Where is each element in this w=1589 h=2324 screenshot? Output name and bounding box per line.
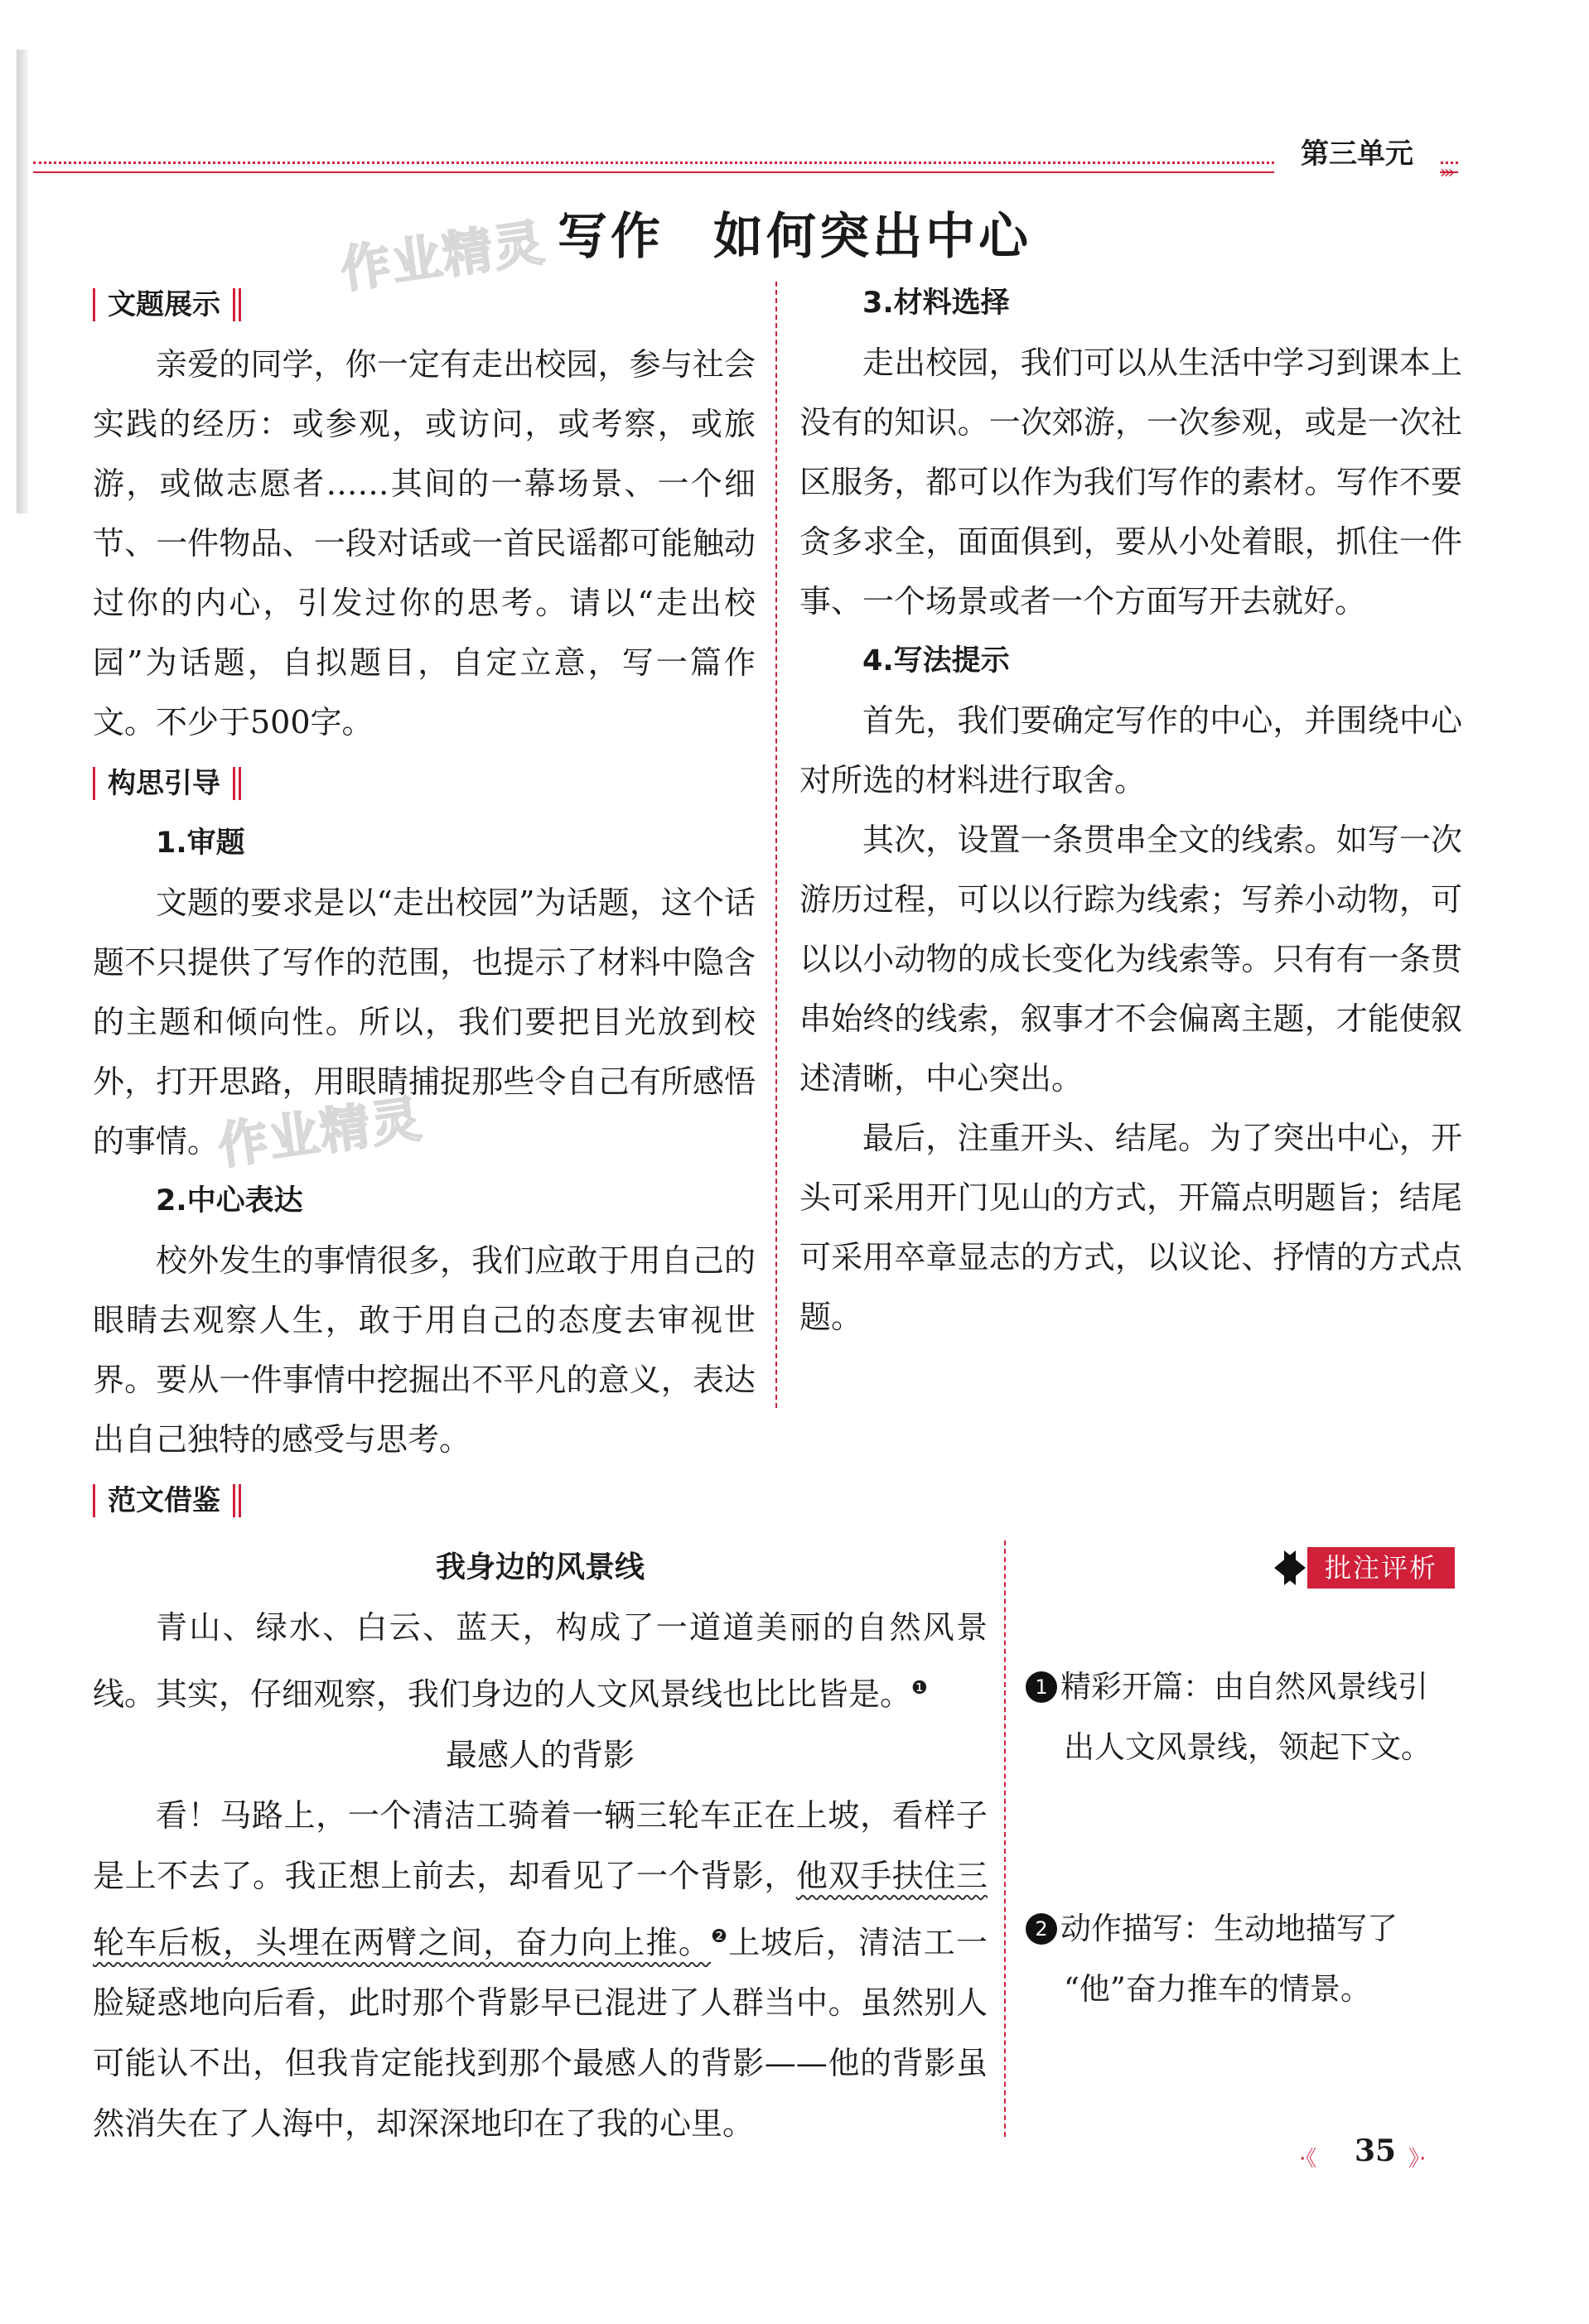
annotation-cont: 出人文风景线，领起下文。	[1064, 1729, 1432, 1765]
topic-text: 亲爱的同学，你一定有走出校园，参与社会实践的经历：或参观，或访问，或考察，或旅游，或做志愿者……其间的一幕场景、一个细节、一件物品、一段对话或一首民谣都可能触动过你的内心，引发过你的思考。请以“走出校园”为话题，自拟题目，自定立意，写一篇作文。不少于500字。	[93, 346, 756, 740]
page-number: 35	[1354, 2134, 1397, 2168]
sample-essay	[93, 1537, 988, 2154]
section-label-topic: 文题展示	[93, 282, 235, 328]
subsection-text: 首先，我们要确定写作的中心，并围绕中心对所选的材料进行取舍。	[799, 702, 1462, 798]
page-title	[0, 197, 1589, 268]
subsection-heading: 2.中心表达	[156, 1184, 303, 1217]
subsection-text: 校外发生的事情很多，我们应敢于用自己的眼睛去观察人生，敢于用自己的态度去审视世界。要从一件事情中挖掘出不平凡的意义，表达出自己独特的感受与思考。	[93, 1242, 756, 1458]
annotation-number: 2	[1026, 1913, 1057, 1945]
annotation-head: 动作描写：生动地描写了	[1060, 1911, 1398, 1946]
essay-subtitle: 最感人的背影	[445, 1736, 635, 1773]
section-label-guide: 构思引导	[93, 760, 235, 807]
book-spine-shadow	[17, 50, 28, 513]
right-column	[799, 273, 1462, 1347]
subsection-text: 最后，注重开头、结尾。为了突出中心，开头可采用开门见山的方式，开篇点明题旨；结尾可采用卒章显志的方式，以议论、抒情的方式点题。	[799, 1120, 1462, 1335]
note-ref-1: ❶	[911, 1678, 928, 1699]
subsection-text: 走出校园，我们可以从生活中学习到课本上没有的知识。一次郊游，一次参观，或是一次社区服务，都可以作为我们写作的素材。写作不要贪多求全，面面俱到，要从小处着眼，抓住一件事、一个场景或者一个方面写开去就好。	[799, 345, 1462, 620]
arrow-right-icon	[1284, 1550, 1306, 1585]
subsection-heading: 1.审题	[156, 827, 245, 860]
essay-paragraph	[93, 1598, 988, 1725]
watermark-text: 作业精灵	[215, 1090, 427, 1176]
subsection-text: 文题的要求是以“走出校园”为话题，这个话题不只提供了写作的范围，也提示了材料中隐含的主题和倾向性。所以，我们要把目光放到校外，打开思路，用眼睛捕捉那些令自己有所感悟的事情。	[93, 885, 756, 1160]
header-rule	[33, 171, 1458, 173]
annotation-head: 精彩开篇：由自然风景线引	[1060, 1669, 1428, 1704]
header-dotted-rule	[33, 162, 1458, 164]
annotation-cont: “他”奋力推车的情景。	[1064, 1971, 1371, 2007]
essay-paragraph	[93, 1786, 988, 2155]
page-number-badge	[1292, 2129, 1458, 2178]
left-column	[93, 273, 756, 1469]
essay-text: 青山、绿水、白云、蓝天，构成了一道道美丽的自然风景线。其实，仔细观察，我们身边的人文风景线也比比皆是。	[93, 1609, 988, 1713]
annotation-tag	[1274, 1547, 1455, 1589]
chevron-right-icon: 》·	[1408, 2147, 1427, 2172]
essay-divider	[1004, 1540, 1006, 2137]
essay-text: 上坡后，清洁工一脸疑惑地向后看，此时那个背影早已混进了人群当中。虽然别人可能认不出，但我肯定能找到那个最感人的背影——他的背影虽然消失在了人海中，却深深地印在了我的心里。	[93, 1924, 988, 2143]
chevron-right-icon: ›››	[1440, 162, 1452, 183]
note-ref-2: ❷	[711, 1926, 729, 1947]
unit-label: 第三单元	[1274, 133, 1440, 176]
annotation-number: 1	[1026, 1671, 1057, 1703]
subsection-text: 其次，设置一条贯串全文的线索。如写一次游历过程，可以以行踪为线索；写养小动物，可以以小动物的成长变化为线索等。只有有一条贯串始终的线索，叙事才不会偏离主题，才能使叙述清晰，中心突出。	[799, 822, 1462, 1097]
annotation-item	[1026, 1898, 1465, 2019]
subsection-heading: 4.写法提示	[862, 644, 1010, 677]
essay-title: 我身边的风景线	[435, 1550, 645, 1584]
page-title-part2: 如何突出中心	[713, 208, 1031, 266]
essay-wavy-underline: 他双手扶住三轮车后板，头埋在两臂之间，奋力向上推。	[93, 1857, 988, 1961]
watermark-text: 作业精灵	[337, 214, 549, 300]
column-divider	[775, 282, 777, 1408]
page-title-part1: 写作	[558, 208, 664, 266]
sample-section	[93, 1478, 235, 1531]
subsection-heading: 3.材料选择	[862, 287, 1010, 320]
section-label-sample: 范文借鉴	[93, 1478, 235, 1524]
annotation-tag-label: 批注评析	[1307, 1547, 1455, 1589]
annotation-item	[1026, 1656, 1465, 1777]
chevron-left-icon: ·《	[1299, 2147, 1317, 2172]
essay-text: 看！马路上，一个清洁工骑着一辆三轮车正在上坡，看样子是上不去了。我正想上前去，却看见了一个背影，	[93, 1796, 988, 1894]
